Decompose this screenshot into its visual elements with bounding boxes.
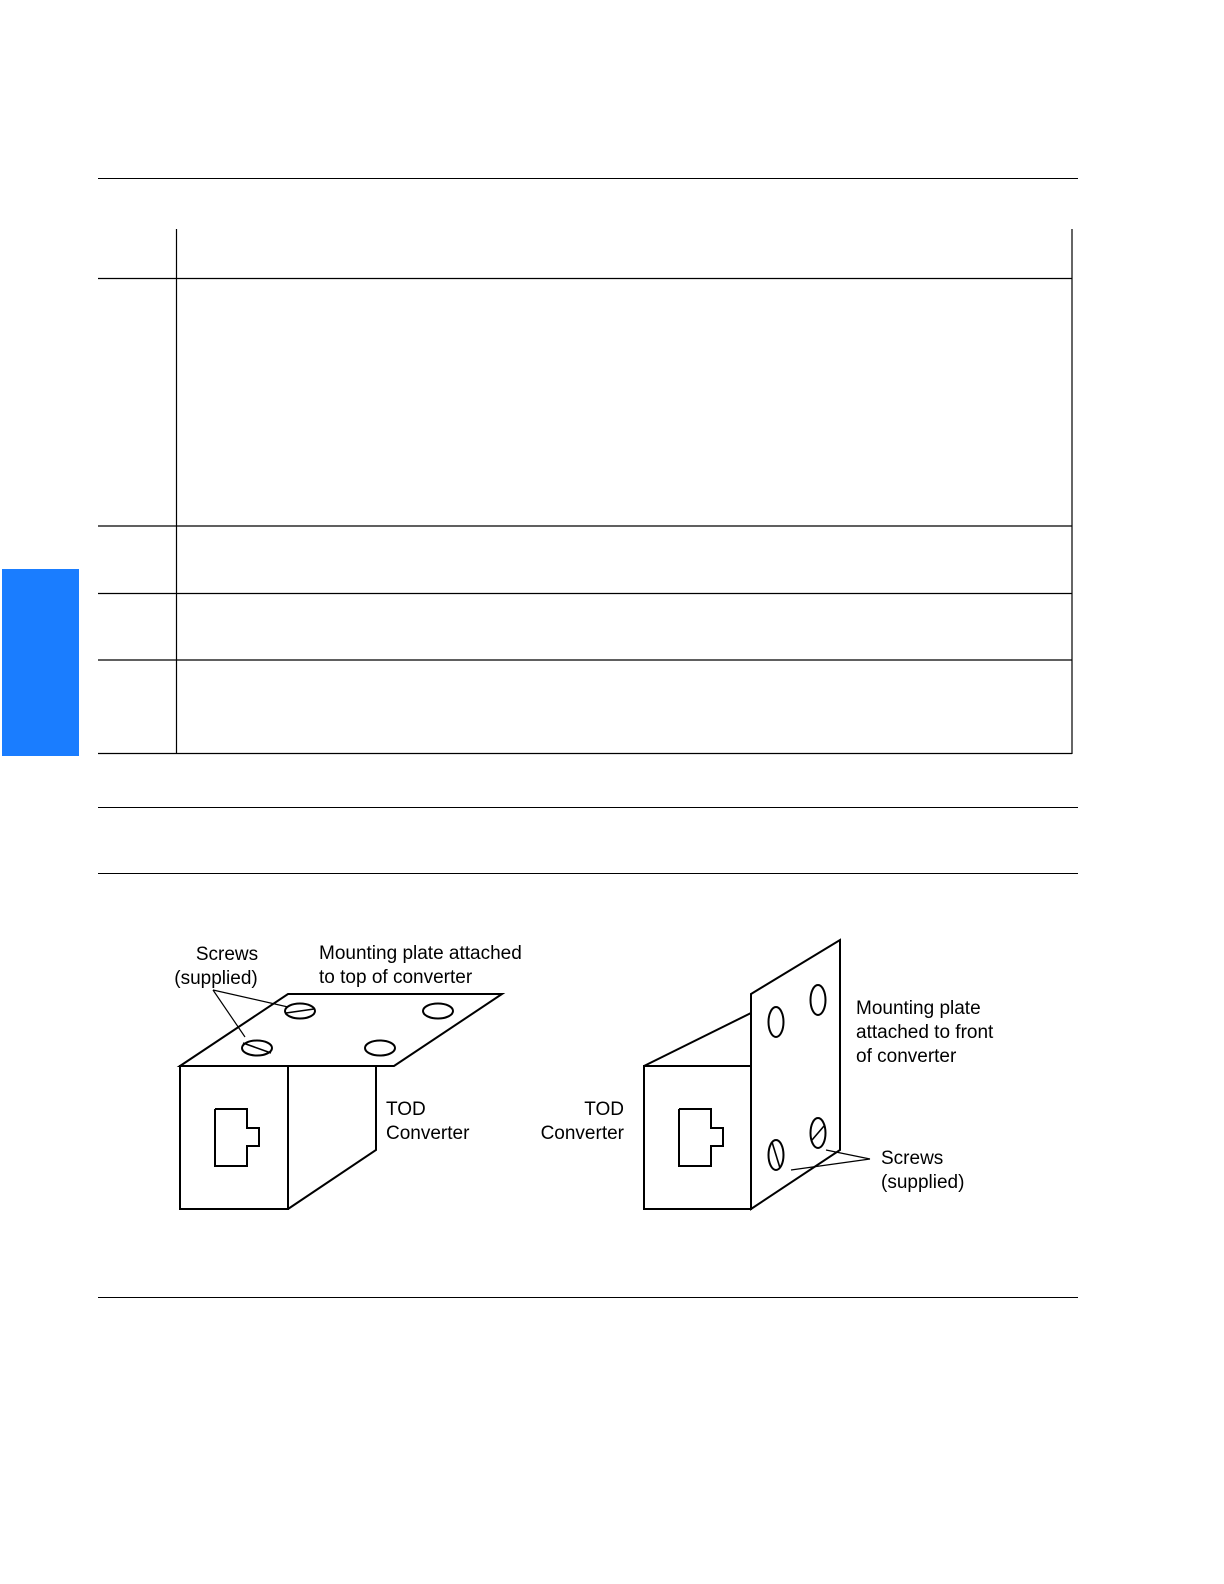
tod-converter-label: Converter [386,1123,470,1144]
mounting-hole-icon [423,1004,453,1019]
screws-label: (supplied) [881,1172,965,1193]
screw-icon [285,1004,315,1019]
screw-icon [769,1140,784,1170]
screws-label: Screws [195,944,259,965]
left-assembly [180,990,502,1209]
screw-icon [811,1118,826,1148]
rj-port-icon [215,1109,259,1166]
converter-side-face [288,1066,376,1209]
tod-converter-label: TOD [386,1099,426,1120]
converter-top-face [644,1013,751,1066]
top-mounting-plate [180,994,502,1066]
front-plate-label: attached to front [856,1022,994,1043]
front-mounting-plate [751,940,840,1209]
tod-converter-label: Converter [540,1123,624,1144]
tod-converter-label: TOD [584,1099,624,1120]
screws-label: (supplied) [174,968,258,989]
right-assembly [644,940,870,1209]
screw-icon [242,1041,272,1056]
front-plate-label: Mounting plate [856,998,981,1019]
front-plate-label: of converter [856,1046,957,1067]
top-plate-label: to top of converter [319,967,473,988]
rj-port-icon [679,1109,723,1166]
converter-front-face [644,1066,751,1209]
mounting-hole-icon [811,985,826,1015]
top-plate-label: Mounting plate attached [319,943,522,964]
callout-leader-lines [213,990,288,1037]
mounting-hole-icon [769,1007,784,1037]
screws-label: Screws [881,1148,944,1169]
callout-leader-lines [791,1150,870,1170]
converter-front-face [180,1066,288,1209]
mounting-hole-icon [365,1041,395,1056]
